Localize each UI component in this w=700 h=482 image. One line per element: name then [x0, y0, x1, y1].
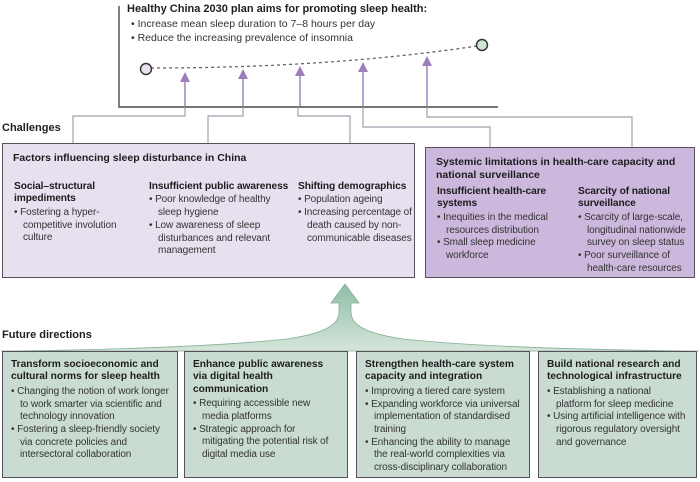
improvement-arrow-head [238, 69, 248, 79]
plan-bullet: • Reduce the increasing prevalence of insomnia [131, 32, 457, 46]
bullet-item: • Requiring accessible new media platforms [193, 398, 339, 423]
column-heading: Scarcity of national surveillance [578, 186, 670, 210]
challenges-label: Challenges [2, 122, 61, 134]
improvement-arrow-head [358, 62, 368, 72]
future-box-bullets [11, 386, 169, 462]
future-box-title: Transform socioeconomic and cultural norms for sleep health [11, 359, 160, 383]
bullet-item: • Changing the notion of work longer to work smarter via scientific and technology innovation [11, 386, 169, 424]
bullet-item: • Increasing percentage of death caused by non-communicable diseases [298, 207, 412, 245]
bullet-item: • Strategic approach for mitigating the potential risk of digital media use [193, 424, 339, 462]
column-bullets [578, 212, 692, 275]
improvement-arrow-head [295, 66, 305, 76]
trend-end-point-circle [477, 40, 488, 51]
future-box-title: Enhance public awareness via digital health communication [193, 359, 324, 395]
future-box-title: Build national research and technological infrastructure [547, 359, 682, 383]
column-heading: Insufficient health-care systems [437, 186, 547, 210]
systemic-box-title: Systemic limitations in health-care capacity and national surveillance [436, 156, 676, 181]
plan-text-block [127, 3, 457, 46]
future-box-socioeconomic [2, 351, 178, 478]
plan-bullet: • Increase mean sleep duration to 7–8 hours per day [131, 18, 457, 32]
systemic-box [425, 147, 695, 278]
bullet-item: • Improving a tiered care system [365, 386, 521, 399]
column-national-surveillance [578, 186, 692, 275]
column-healthcare-systems [437, 186, 572, 263]
bullet-item: • Poor knowledge of healthy sleep hygiene [149, 194, 292, 219]
column-bullets [298, 194, 412, 245]
future-directions-label: Future directions [2, 329, 92, 341]
future-directions-arrow [1, 284, 699, 351]
bullet-item: • Population ageing [298, 194, 412, 207]
future-box-research-infrastructure [538, 351, 697, 478]
future-box-digital-communication [184, 351, 348, 478]
connector-lines [73, 107, 632, 148]
connector-public-awareness [208, 107, 243, 144]
column-demographics [298, 181, 412, 245]
column-heading: Shifting demographics [298, 181, 407, 192]
bullet-item: • Enhancing the ability to manage the real-world complexities via cross-disciplinary collaboration [365, 437, 521, 475]
bullet-item: • Fostering a sleep-friendly society via concrete policies and intersectoral collaboration [11, 424, 169, 462]
future-box-bullets [193, 398, 339, 461]
column-bullets [437, 212, 572, 263]
plan-bullet-list [127, 18, 457, 45]
future-box-bullets [547, 386, 688, 449]
improvement-arrow-head [422, 56, 432, 66]
bullet-item: • Small sleep medicine workforce [437, 237, 572, 262]
bullet-item: • Using artificial intelligence with rigorous regulatory oversight and governance [547, 411, 688, 449]
column-bullets [149, 194, 292, 257]
future-box-title: Strengthen health-care system capacity and integration [365, 359, 514, 383]
improvement-arrow-head [180, 72, 190, 82]
improvement-arrows [180, 56, 432, 106]
bullet-item: • Fostering a hyper-competitive involution culture [14, 207, 140, 245]
column-bullets [14, 207, 140, 245]
connector-demographics [298, 107, 350, 144]
future-box-healthcare-capacity [356, 351, 530, 478]
column-social-structural [14, 181, 140, 245]
factors-box-title: Factors influencing sleep disturbance in China [13, 152, 247, 164]
bullet-item: • Establishing a national platform for sleep medicine [547, 386, 688, 411]
column-heading: Insufficient public awareness [149, 181, 289, 192]
bullet-item: • Low awareness of sleep disturbances and relevant management [149, 220, 292, 258]
future-box-bullets [365, 386, 521, 475]
trend-start-point-circle [141, 64, 152, 75]
column-heading: Social–structural impediments [14, 181, 95, 205]
bullet-item: • Scarcity of large-scale, longitudinal nationwide survey on sleep status [578, 212, 692, 250]
bullet-item: • Poor surveillance of health-care resources [578, 250, 692, 275]
connector-social-structural [73, 107, 185, 144]
plan-title: Healthy China 2030 plan aims for promoting sleep health: [127, 3, 428, 15]
bullet-item: • Expanding workforce via universal implementation of standardised training [365, 399, 521, 437]
bullet-item: • Inequities in the medical resources distribution [437, 212, 572, 237]
column-public-awareness [149, 181, 292, 258]
factors-box [2, 143, 415, 278]
